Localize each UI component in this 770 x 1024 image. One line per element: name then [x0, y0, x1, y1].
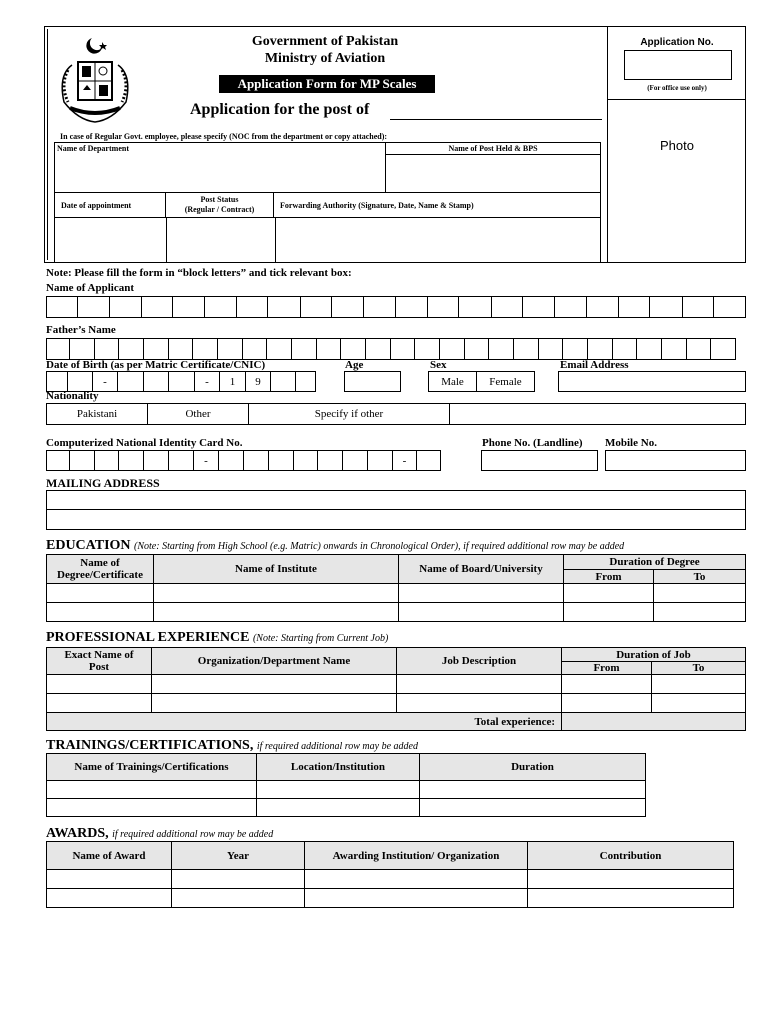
trainings-table [46, 753, 646, 817]
nationality-specify[interactable]: Specify if other [249, 403, 450, 425]
post-input-line[interactable] [390, 119, 602, 120]
nationality-label: Nationality [46, 390, 99, 402]
cnic-label [46, 437, 242, 449]
post-held-input[interactable] [386, 155, 601, 193]
award-col-name: Name of Award [47, 842, 172, 870]
award-col-contribution: Contribution [528, 842, 734, 870]
education-table [46, 554, 746, 622]
form-title: Application Form for MP Scales [237, 76, 417, 91]
pakistan-emblem-icon [50, 30, 140, 125]
sex-label: Sex [430, 359, 447, 371]
post-held-header: Name of Post Held & BPS [386, 143, 601, 155]
sex-male[interactable]: Male [428, 371, 477, 392]
trainings-title-text: TRAININGS/CERTIFICATIONS, [46, 738, 254, 753]
header-inner-left-border [47, 29, 48, 260]
cnic-dash-1: - [194, 450, 220, 471]
award-col-institution: Awarding Institution/ Organization [305, 842, 528, 870]
awards-title-text: AWARDS, [46, 826, 109, 841]
awards-title [46, 826, 273, 842]
landline-box[interactable] [481, 450, 598, 471]
gov-title: Government of Pakistan [251, 34, 399, 49]
train-col-duration: Duration [420, 754, 646, 781]
applicant-name-boxes[interactable] [46, 296, 746, 318]
post-status-sub: (Regular / Contract) [184, 205, 255, 214]
table-row[interactable] [47, 889, 734, 908]
father-name-label: Father’s Name [46, 324, 116, 336]
mailing-address-title: MAILING ADDRESS [46, 476, 160, 490]
train-col-name: Name of Trainings/Certifications [47, 754, 257, 781]
header-divider [607, 26, 608, 263]
dob-year-9: 9 [246, 371, 271, 392]
date-appt-input[interactable] [55, 218, 167, 262]
office-use-label: (For office use only) [647, 84, 707, 92]
exp-col-post-2: Post [88, 661, 110, 673]
dob-dash-2: - [195, 371, 220, 392]
email-box[interactable] [558, 371, 746, 392]
age-label: Age [345, 359, 364, 371]
exp-col-desc: Job Description [397, 648, 562, 675]
exp-col-post-1: Exact Name of [64, 649, 134, 661]
edu-col-to: To [654, 570, 746, 584]
nationality-pakistani[interactable]: Pakistani [46, 403, 148, 425]
note-text: Note: Please fill the form in “block letters” and tick relevant box: [46, 267, 352, 279]
cnic-dash-2: - [393, 450, 418, 471]
awards-note: if required additional row may be added [112, 829, 274, 840]
awards-table [46, 841, 734, 908]
govt-employee-table [54, 142, 601, 263]
exp-col-duration: Duration of Job [562, 648, 746, 662]
experience-table [46, 647, 746, 731]
email-label: Email Address [560, 359, 629, 371]
mailing-address-line-2[interactable] [46, 509, 746, 530]
ministry-title: Ministry of Aviation [264, 51, 386, 66]
exp-col-org: Organization/Department Name [152, 648, 397, 675]
sex-female[interactable]: Female [477, 371, 535, 392]
post-status-header [166, 193, 274, 217]
mobile-label: Mobile No. [605, 437, 657, 449]
mailing-address-line-1[interactable] [46, 490, 746, 510]
exp-col-from: From [562, 662, 652, 675]
trainings-note: if required additional row may be added [256, 741, 418, 752]
exp-col-to: To [652, 662, 746, 675]
award-col-year: Year [172, 842, 305, 870]
edu-col-degree [47, 555, 154, 584]
forwarding-input[interactable] [276, 218, 600, 262]
edu-col-from: From [564, 570, 654, 584]
education-note: (Note: Starting from High School (e.g. Matric) onwards in Chronological Order), if required additional row may be added [134, 541, 625, 552]
table-row[interactable] [47, 694, 746, 713]
table-row[interactable] [47, 799, 646, 817]
father-name-boxes[interactable] [46, 338, 746, 360]
application-no-box[interactable] [624, 50, 732, 80]
dept-header: Name of Department [55, 143, 386, 155]
total-experience-label: Total experience: [47, 713, 562, 731]
mobile-box[interactable] [605, 450, 746, 471]
nationality-other[interactable]: Other [148, 403, 249, 425]
govt-intro: In case of Regular Govt. employee, please specify (NOC from the department or copy attached): [60, 132, 388, 141]
train-col-location: Location/Institution [257, 754, 420, 781]
exp-col-post [47, 648, 152, 675]
nationality-specify-input[interactable] [450, 403, 746, 425]
experience-note: (Note: Starting from Current Job) [252, 633, 389, 644]
photo-label[interactable]: Photo [660, 138, 694, 153]
age-box[interactable] [344, 371, 401, 392]
sex-options[interactable] [428, 371, 535, 392]
experience-title-text: PROFESSIONAL EXPERIENCE [46, 630, 250, 645]
edu-col-degree-1: Name of [80, 557, 120, 569]
edu-col-board: Name of Board/University [399, 555, 564, 584]
education-title-text: EDUCATION [46, 538, 131, 553]
dob-label: Date of Birth (as per Matric Certificate/CNIC) [46, 359, 266, 371]
table-row[interactable] [47, 584, 746, 603]
dob-boxes[interactable] [46, 371, 316, 392]
application-no-label: Application No. [640, 37, 714, 48]
nationality-boxes[interactable] [46, 403, 746, 425]
cnic-boxes[interactable] [46, 450, 441, 471]
total-experience-input[interactable] [562, 713, 746, 731]
table-row[interactable] [47, 675, 746, 694]
post-status-label: Post Status [200, 195, 239, 204]
application-no-bottom-line [607, 99, 746, 100]
edu-col-institute: Name of Institute [154, 555, 399, 584]
education-title [46, 538, 624, 554]
post-label: Application for the post of [190, 101, 370, 118]
forwarding-header: Forwarding Authority (Signature, Date, Name & Stamp) [280, 200, 474, 210]
landline-label: Phone No. (Landline) [482, 437, 583, 449]
trainings-title [46, 738, 418, 754]
table-row[interactable] [47, 781, 646, 799]
dob-dash-1: - [93, 371, 118, 392]
experience-title [46, 630, 388, 646]
date-appt-header: Date of appointment [55, 193, 166, 217]
applicant-name-label: Name of Applicant [46, 282, 134, 294]
table-row[interactable] [47, 870, 734, 889]
table-row[interactable] [47, 603, 746, 622]
cnic-label-text: Computerized National Identity Card No. [46, 437, 243, 449]
post-status-input[interactable] [167, 218, 276, 262]
edu-col-degree-2: Degree/Certificate [57, 569, 143, 581]
edu-col-duration: Duration of Degree [564, 555, 746, 570]
dob-year-1: 1 [220, 371, 246, 392]
dept-input[interactable] [55, 155, 386, 193]
